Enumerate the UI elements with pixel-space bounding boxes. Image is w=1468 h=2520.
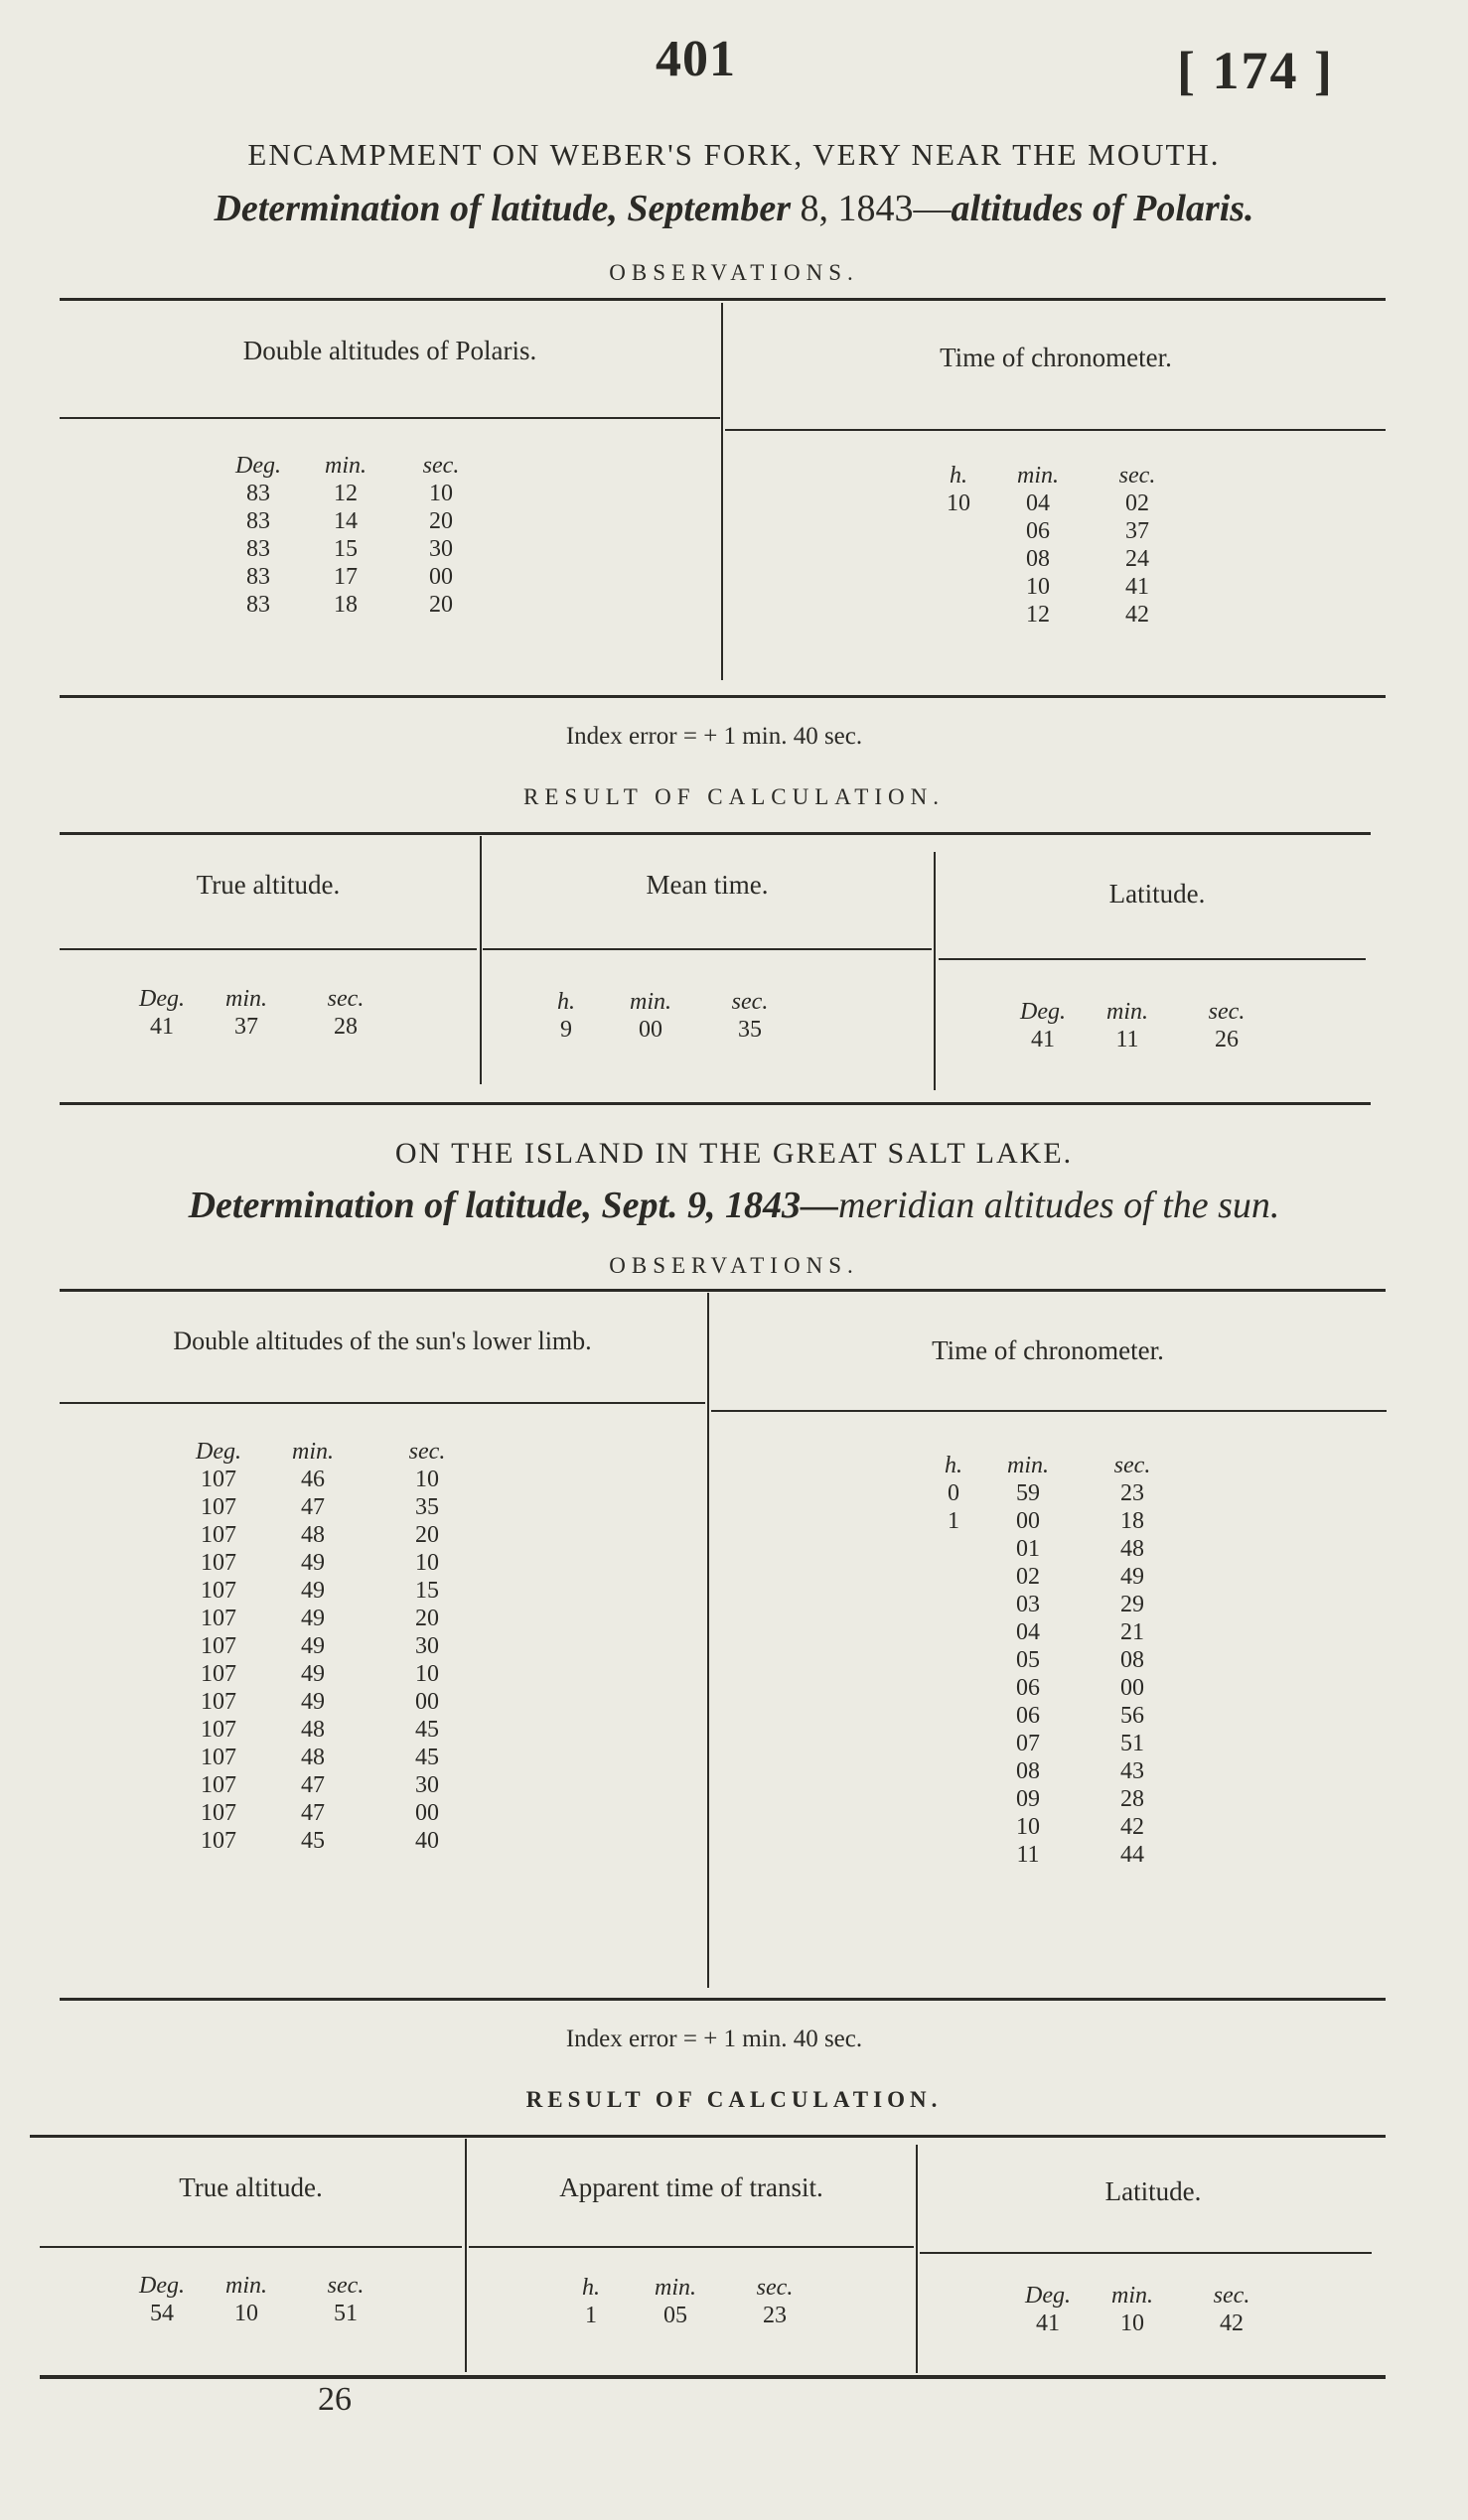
table-row — [929, 1535, 1187, 1563]
section2-place: ON THE ISLAND IN THE GREAT SALT LAKE. — [394, 1137, 1074, 1170]
cell-value: 03 — [1016, 1592, 1040, 1617]
section2-altitudes-column — [179, 1438, 487, 1855]
page-number: 401 — [656, 31, 736, 87]
cell-value: 28 — [1120, 1786, 1144, 1812]
unit-label: sec. — [1213, 2283, 1250, 2309]
table-row — [929, 601, 1187, 629]
cell-value: 107 — [201, 1717, 236, 1743]
cell-value — [929, 1563, 978, 1591]
column-divider — [916, 2145, 918, 2373]
section1-observations-label: OBSERVATIONS. — [609, 260, 859, 285]
cell-value: 48 — [301, 1717, 325, 1743]
cell-value: 42 — [1120, 1814, 1144, 1840]
section1-title-b: 8, 1843— — [800, 188, 952, 229]
table-row — [179, 1660, 487, 1688]
rule — [711, 1410, 1387, 1412]
cell-value: 05 — [663, 2303, 687, 2328]
cell-value — [929, 1730, 978, 1757]
section2-obs-header-time: Time of chronometer. — [932, 1335, 1164, 1365]
table-row — [929, 490, 1187, 517]
cell-value: 17 — [334, 564, 358, 590]
signature-mark: [ 174 ] — [1177, 41, 1334, 100]
rule — [40, 2246, 462, 2248]
rule — [60, 1102, 1371, 1105]
section2-result-label: RESULT OF CALCULATION. — [525, 2087, 943, 2112]
cell-value: 10 — [1026, 574, 1050, 600]
table-row — [929, 1730, 1187, 1757]
table-row — [929, 545, 1187, 573]
cell-value: 30 — [429, 536, 453, 562]
section2-title — [0, 1184, 1468, 1227]
section1-place: ENCAMPMENT ON WEBER'S FORK, VERY NEAR THE MOUTH. — [247, 137, 1221, 172]
cell-value: 20 — [429, 508, 453, 534]
cell-value: 49 — [301, 1689, 325, 1715]
unit-label: sec. — [327, 986, 365, 1012]
cell-value: 10 — [1120, 2310, 1144, 2336]
cell-value: 00 — [429, 564, 453, 590]
result-units-units — [127, 2272, 395, 2300]
column-divider — [934, 852, 936, 1090]
section1-times-column — [929, 462, 1187, 629]
cell-value: 51 — [334, 2301, 358, 2326]
cell-value: 09 — [1016, 1786, 1040, 1812]
cell-value — [929, 1674, 978, 1702]
table-row — [929, 1813, 1187, 1841]
cell-value: 107 — [201, 1578, 236, 1604]
cell-value: 47 — [301, 1800, 325, 1826]
unit-label: sec. — [1208, 999, 1246, 1025]
cell-value: 18 — [1120, 1508, 1144, 1534]
cell-value: 107 — [201, 1800, 236, 1826]
unit-label: h. — [950, 463, 967, 489]
table-row — [179, 1632, 487, 1660]
table-row-units — [929, 462, 1187, 490]
section1-altitudes-column — [219, 452, 489, 619]
cell-value: 1 — [948, 1508, 959, 1534]
unit-label: min. — [1106, 999, 1148, 1025]
cell-value: 05 — [1016, 1647, 1040, 1673]
result-units-units — [556, 2274, 824, 2302]
section1-result-label: RESULT OF CALCULATION. — [522, 784, 945, 809]
section2-title-b: meridian altitudes of the sun. — [838, 1185, 1280, 1226]
unit-label: sec. — [756, 2275, 794, 2301]
cell-value: 30 — [415, 1772, 439, 1798]
cell-value: 56 — [1120, 1703, 1144, 1729]
section1-obs-header-altitudes: Double altitudes of Polaris. — [242, 336, 537, 365]
table-row — [929, 1674, 1187, 1702]
cell-value: 00 — [415, 1689, 439, 1715]
table-row — [179, 1716, 487, 1744]
cell-value — [929, 1591, 978, 1618]
unit-label: min. — [630, 989, 671, 1015]
cell-value: 107 — [201, 1522, 236, 1548]
cell-value: 47 — [301, 1772, 325, 1798]
cell-value: 107 — [201, 1661, 236, 1687]
rule — [60, 695, 1386, 698]
result-row — [127, 2300, 395, 2327]
cell-value: 107 — [201, 1772, 236, 1798]
section1-title-a: Determination of latitude, September — [214, 188, 791, 229]
table-row — [179, 1688, 487, 1716]
cell-value: 83 — [246, 508, 270, 534]
table-row — [219, 480, 489, 507]
table-row — [929, 573, 1187, 601]
cell-value — [929, 1646, 978, 1674]
rule — [60, 1998, 1386, 2001]
cell-value: 12 — [334, 481, 358, 506]
unit-label: sec. — [1118, 463, 1156, 489]
table-row — [179, 1549, 487, 1577]
table-row — [179, 1605, 487, 1632]
section2-result-time — [556, 2274, 824, 2329]
cell-value: 37 — [234, 1014, 258, 1040]
section1-title — [0, 187, 1468, 230]
cell-value: 21 — [1120, 1619, 1144, 1645]
cell-value: 04 — [1026, 490, 1050, 516]
table-row — [929, 517, 1187, 545]
cell-value: 45 — [415, 1717, 439, 1743]
cell-value: 48 — [301, 1522, 325, 1548]
unit-label: min. — [1017, 463, 1059, 489]
cell-value: 26 — [1215, 1027, 1239, 1052]
cell-value: 10 — [947, 490, 970, 516]
column-divider — [480, 836, 482, 1084]
cell-value: 18 — [334, 592, 358, 618]
sheet-number: 26 — [318, 2381, 352, 2418]
table-row — [929, 1479, 1187, 1507]
cell-value: 43 — [1120, 1758, 1144, 1784]
result-row — [1013, 2310, 1281, 2337]
cell-value: 11 — [1016, 1842, 1040, 1868]
section2-title-a: Determination of latitude, Sept. 9, 1843— — [188, 1185, 839, 1226]
unit-label: sec. — [731, 989, 769, 1015]
cell-value: 107 — [201, 1467, 236, 1492]
result-units-units — [531, 988, 800, 1016]
cell-value: 35 — [415, 1494, 439, 1520]
cell-value: 20 — [429, 592, 453, 618]
cell-value: 49 — [301, 1550, 325, 1576]
cell-value — [929, 1757, 978, 1785]
cell-value: 15 — [415, 1578, 439, 1604]
table-row — [929, 1563, 1187, 1591]
cell-value: 41 — [1036, 2310, 1060, 2336]
cell-value: 54 — [150, 2301, 174, 2326]
rule — [30, 2135, 1386, 2138]
cell-value: 49 — [301, 1661, 325, 1687]
unit-label: sec. — [327, 2273, 365, 2299]
table-row — [179, 1827, 487, 1855]
rule — [920, 2252, 1372, 2254]
cell-value: 41 — [150, 1014, 174, 1040]
unit-label: Deg. — [235, 453, 281, 479]
cell-value: 107 — [201, 1633, 236, 1659]
cell-value: 00 — [1120, 1675, 1144, 1701]
result-row — [127, 1013, 395, 1041]
cell-value — [929, 1702, 978, 1730]
unit-label: min. — [325, 453, 367, 479]
table-row — [929, 1785, 1187, 1813]
cell-value: 42 — [1220, 2310, 1244, 2336]
cell-value: 23 — [763, 2303, 787, 2328]
cell-value: 83 — [246, 536, 270, 562]
rule — [469, 2246, 914, 2248]
rule — [60, 417, 720, 419]
cell-value: 01 — [1016, 1536, 1040, 1562]
cell-value: 24 — [1125, 546, 1149, 572]
table-row — [179, 1466, 487, 1493]
rule — [60, 832, 1371, 835]
unit-label: min. — [1111, 2283, 1153, 2309]
cell-value: 9 — [560, 1017, 572, 1043]
cell-value: 04 — [1016, 1619, 1040, 1645]
cell-value: 83 — [246, 592, 270, 618]
rule — [60, 1289, 1386, 1292]
section1-result-header-time: Mean time. — [646, 870, 769, 900]
cell-value: 07 — [1016, 1731, 1040, 1756]
section2-result-header-time: Apparent time of transit. — [559, 2172, 823, 2202]
section1-obs-header-time: Time of chronometer. — [940, 343, 1172, 372]
cell-value: 02 — [1016, 1564, 1040, 1590]
column-divider — [707, 1293, 709, 1988]
cell-value: 08 — [1026, 546, 1050, 572]
cell-value: 49 — [1120, 1564, 1144, 1590]
rule — [725, 429, 1386, 431]
table-row — [179, 1577, 487, 1605]
rule — [60, 948, 477, 950]
table-row — [929, 1618, 1187, 1646]
cell-value: 41 — [1031, 1027, 1055, 1052]
cell-value: 12 — [1026, 602, 1050, 628]
table-row — [219, 507, 489, 535]
cell-value: 0 — [948, 1480, 959, 1506]
cell-value: 00 — [1016, 1508, 1040, 1534]
rule — [40, 2375, 1386, 2379]
cell-value: 107 — [201, 1550, 236, 1576]
table-row — [929, 1507, 1187, 1535]
cell-value: 42 — [1125, 602, 1149, 628]
cell-value: 83 — [246, 481, 270, 506]
cell-value: 48 — [301, 1745, 325, 1770]
cell-value: 107 — [201, 1689, 236, 1715]
unit-label: h. — [945, 1453, 962, 1478]
cell-value: 49 — [301, 1606, 325, 1631]
table-row — [929, 1591, 1187, 1618]
cell-value: 11 — [1115, 1027, 1139, 1052]
cell-value: 06 — [1016, 1703, 1040, 1729]
cell-value: 10 — [415, 1467, 439, 1492]
table-row-units — [929, 1452, 1187, 1479]
cell-value: 02 — [1125, 490, 1149, 516]
cell-value: 06 — [1026, 518, 1050, 544]
section2-times-column — [929, 1452, 1187, 1869]
table-row — [219, 535, 489, 563]
section2-obs-header-altitudes: Double altitudes of the sun's lower limb. — [173, 1327, 592, 1355]
cell-value: 29 — [1120, 1592, 1144, 1617]
section1-index-error: Index error = + 1 min. 40 sec. — [565, 723, 863, 750]
cell-value: 30 — [415, 1633, 439, 1659]
unit-label: min. — [225, 986, 267, 1012]
cell-value: 23 — [1120, 1480, 1144, 1506]
cell-value: 00 — [639, 1017, 662, 1043]
rule — [939, 958, 1366, 960]
cell-value: 1 — [585, 2303, 597, 2328]
table-row — [179, 1771, 487, 1799]
cell-value: 107 — [201, 1828, 236, 1854]
cell-value: 46 — [301, 1467, 325, 1492]
result-units-units — [1008, 998, 1276, 1026]
unit-label: Deg. — [196, 1439, 241, 1465]
table-row — [179, 1493, 487, 1521]
cell-value: 45 — [301, 1828, 325, 1854]
cell-value — [929, 1813, 978, 1841]
cell-value: 107 — [201, 1606, 236, 1631]
cell-value: 08 — [1016, 1758, 1040, 1784]
cell-value: 107 — [201, 1494, 236, 1520]
section2-index-error: Index error = + 1 min. 40 sec. — [565, 2026, 863, 2052]
cell-value: 44 — [1120, 1842, 1144, 1868]
cell-value — [929, 1785, 978, 1813]
cell-value — [929, 573, 988, 601]
cell-value: 10 — [234, 2301, 258, 2326]
cell-value: 45 — [415, 1745, 439, 1770]
unit-label: sec. — [1113, 1453, 1151, 1478]
cell-value: 107 — [201, 1745, 236, 1770]
unit-label: h. — [582, 2275, 600, 2301]
result-units-units — [1013, 2282, 1281, 2310]
table-row — [179, 1744, 487, 1771]
unit-label: Deg. — [139, 986, 185, 1012]
cell-value: 83 — [246, 564, 270, 590]
unit-label: Deg. — [1025, 2283, 1071, 2309]
cell-value: 20 — [415, 1606, 439, 1631]
unit-label: min. — [655, 2275, 696, 2301]
section1-result-altitude — [127, 985, 395, 1041]
table-row — [219, 591, 489, 619]
table-row — [179, 1799, 487, 1827]
cell-value: 10 — [415, 1661, 439, 1687]
cell-value: 15 — [334, 536, 358, 562]
section2-result-header-latitude: Latitude. — [1104, 2176, 1202, 2206]
cell-value — [929, 517, 988, 545]
cell-value: 10 — [1016, 1814, 1040, 1840]
cell-value: 59 — [1016, 1480, 1040, 1506]
cell-value: 47 — [301, 1494, 325, 1520]
cell-value: 51 — [1120, 1731, 1144, 1756]
section1-result-time — [531, 988, 800, 1044]
rule — [60, 298, 1386, 301]
cell-value: 14 — [334, 508, 358, 534]
column-divider — [721, 303, 723, 680]
cell-value: 41 — [1125, 574, 1149, 600]
cell-value — [929, 1535, 978, 1563]
cell-value — [929, 545, 988, 573]
unit-label: min. — [292, 1439, 334, 1465]
cell-value: 48 — [1120, 1536, 1144, 1562]
unit-label: min. — [1007, 1453, 1049, 1478]
cell-value: 10 — [415, 1550, 439, 1576]
unit-label: Deg. — [139, 2273, 185, 2299]
unit-label: min. — [225, 2273, 267, 2299]
cell-value: 49 — [301, 1578, 325, 1604]
cell-value: 06 — [1016, 1675, 1040, 1701]
unit-label: h. — [557, 989, 575, 1015]
result-units-units — [127, 985, 395, 1013]
cell-value — [929, 1841, 978, 1869]
section1-result-header-altitude: True altitude. — [196, 870, 341, 900]
section2-result-header-altitude: True altitude. — [179, 2172, 323, 2202]
result-row — [1008, 1026, 1276, 1053]
table-row — [929, 1646, 1187, 1674]
cell-value: 10 — [429, 481, 453, 506]
cell-value: 49 — [301, 1633, 325, 1659]
cell-value: 20 — [415, 1522, 439, 1548]
cell-value: 40 — [415, 1828, 439, 1854]
unit-label: sec. — [422, 453, 460, 479]
section1-result-header-latitude: Latitude. — [1108, 879, 1206, 909]
result-row — [556, 2302, 824, 2329]
section2-result-altitude — [127, 2272, 395, 2327]
table-row — [219, 563, 489, 591]
table-row — [929, 1757, 1187, 1785]
cell-value — [929, 601, 988, 629]
column-divider — [465, 2139, 467, 2372]
cell-value — [929, 1618, 978, 1646]
section1-result-latitude — [1008, 998, 1276, 1053]
section2-observations-label: OBSERVATIONS. — [609, 1253, 859, 1278]
table-row — [929, 1841, 1187, 1869]
cell-value: 35 — [738, 1017, 762, 1043]
section2-result-latitude — [1013, 2282, 1281, 2337]
unit-label: Deg. — [1020, 999, 1066, 1025]
cell-value: 00 — [415, 1800, 439, 1826]
table-row — [929, 1702, 1187, 1730]
table-row-units — [179, 1438, 487, 1466]
rule — [483, 948, 932, 950]
cell-value: 28 — [334, 1014, 358, 1040]
section1-title-c: altitudes of Polaris. — [951, 188, 1254, 229]
cell-value: 37 — [1125, 518, 1149, 544]
rule — [60, 1402, 705, 1404]
cell-value: 08 — [1120, 1647, 1144, 1673]
unit-label: sec. — [408, 1439, 446, 1465]
result-row — [531, 1016, 800, 1044]
table-row-units — [219, 452, 489, 480]
table-row — [179, 1521, 487, 1549]
